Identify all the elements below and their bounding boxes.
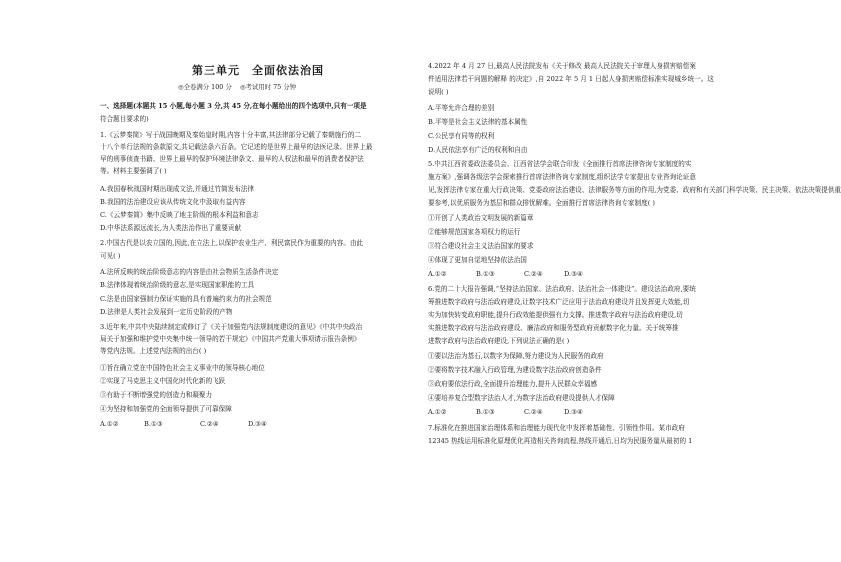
- section-heading-cont: 符合题目要求的): [100, 115, 149, 123]
- q2-option-c: C.法是由国家强制力保证实施的具有普遍约束力的社会规范: [100, 295, 272, 303]
- q5-choice-c[interactable]: C.②④: [524, 270, 543, 278]
- unit-label: 第三单元: [192, 64, 240, 77]
- q1-line: 早的刑事侦查书籍、世界上最早的保护环境法律条文、最早的人权法和最早的消费者保护法: [100, 155, 364, 163]
- q5-choices: [428, 270, 764, 278]
- q3-choice-b[interactable]: B.①③: [144, 420, 163, 428]
- q3-choice-c[interactable]: C.②④: [200, 420, 219, 428]
- q2-option-b: B.法律体现着统治阶级的意志,是实现国家职能的工具: [100, 281, 255, 289]
- q6-choice-a[interactable]: A.①②: [428, 408, 447, 416]
- q6-line: 6.党的二十大报告强调,“坚持法治国家、法治政府、法治社会一体建设”。建设法治政府,要统: [428, 285, 696, 293]
- q5-option-3: ③符合建设社会主义法治国家的要求: [428, 242, 534, 250]
- q6-option-3: ③政府要依法行政,全面提升治理能力,提升人民群众幸福感: [428, 380, 598, 388]
- q2-line: 2.中国古代是以农立国的,因此,在立法上,以保护农业生产、利民富民作为重要的内容。由此: [100, 239, 364, 247]
- q5-line: 施方案》,强调各级法学会探索推行首席法律咨询专家制度,组织法学专家提出专业咨询论证意: [428, 173, 696, 181]
- q6-line: 筹推进数字政府与法治政府建设,让数字技术广泛应用于法治政府建设并且发挥更大效能,切: [428, 298, 690, 306]
- full-score: ◎全卷满分 100 分: [178, 83, 232, 91]
- q2-option-d: D.法律是人类社会发展到一定历史阶段的产物: [100, 308, 233, 316]
- q2-option-a: A.法所反映的统治阶级意志的内容是由社会物质生活条件决定: [100, 268, 279, 276]
- page-title: [192, 62, 372, 78]
- q5-option-2: ②能够规范国家各项权力的运行: [428, 228, 521, 236]
- q1-line: 等。材料主要强调了( ): [100, 167, 167, 175]
- q4-line: 说明( ): [428, 88, 449, 96]
- q4-line: 件适用法律若干问题的解释 的决定》,自 2022 年 5 月 1 日起人身损害赔偿标准实现城乡统一。这: [428, 75, 714, 83]
- q5-line: 见,发挥法律专家在重大行政决策、党委政府法治建设、法律服务等方面的作用,为党委、政府和有关部门科学决策、民主决策、依法决策提供重: [428, 186, 841, 194]
- q3-choice-d[interactable]: D.③④: [248, 420, 267, 428]
- q1-option-d: D.中华法系源远流长,为人类法治作出了重要贡献: [100, 224, 242, 232]
- q5-line: 要参考,以优质服务为基层和群众排忧解难。全面推行首席法律咨询专家制度( ): [428, 199, 655, 207]
- q6-line: 实为加快转变政府职能,提升行政效能提供强有力支撑。推进数字政府与法治政府建设,切: [428, 311, 683, 319]
- unit-topic: 全面依法治国: [252, 64, 324, 77]
- q3-option-1: ①旨在确立党在中国特色社会主义事业中的领导核心地位: [100, 364, 265, 372]
- q3-line: 局关于加强和维护党中央集中统一领导的若干规定》《中国共产党重大事项请示报告条例》: [100, 335, 361, 343]
- q1-line: 1.《云梦秦简》写于战国晚期及秦始皇时期,内容十分丰富,其法律部分记载了秦朝施行的二: [100, 131, 362, 139]
- section-heading: 一、选择题(本题共 15 小题,每小题 3 分,共 45 分,在每小题给出的四个选项中,只有一项是: [100, 102, 367, 110]
- q4-option-a: A.平等允许合理的差别: [428, 104, 495, 112]
- q2-line: 可见( ): [100, 252, 121, 260]
- q5-choice-d[interactable]: D.③④: [564, 270, 583, 278]
- q7-line: 7.标准化在推进国家治理体系和治理能力现代化中发挥着基础性、引领性作用。某市政府: [428, 424, 685, 432]
- q1-line: 十八个单行法规的条款原文,共记载法条六百条。它记述的是世界上最早的法医记录、世界上最: [100, 143, 373, 151]
- exam-meta: [178, 82, 296, 91]
- q1-option-c: C.《云梦秦简》集中反映了地主阶级的根本利益和意志: [100, 211, 259, 219]
- q6-line: 进数字政府与法治政府建设,下列说法正确的是( ): [428, 337, 570, 345]
- q5-choice-b[interactable]: B.①③: [476, 270, 495, 278]
- q4-line: 4.2022 年 4 月 27 日,最高人民法院发布《关于修改 最高人民法院关于审理人身损害赔偿案: [428, 62, 696, 70]
- q4-option-d: D.人民依法享有广泛的权利和自由: [428, 146, 528, 154]
- q3-option-4: ④为坚持和加强党的全面领导提供了可靠保障: [100, 405, 232, 413]
- q7-line: 12345 热线运用标准化原理优化再造相关咨询流程,热线开通后,日均为民服务量从最初的 1: [428, 437, 693, 445]
- q6-choice-d[interactable]: D.③④: [564, 408, 583, 416]
- q4-option-c: C.公民享有同等的权利: [428, 132, 495, 140]
- q6-choice-c[interactable]: C.②④: [524, 408, 543, 416]
- q5-choice-a[interactable]: A.①②: [428, 270, 447, 278]
- q6-choice-b[interactable]: B.①③: [476, 408, 495, 416]
- q6-option-4: ④要培养复合型数字法治人才,为数字法治政府建设提供人才保障: [428, 394, 615, 402]
- q6-option-1: ①要以法治为基石,以数字为保障,努力建设为人民服务的政府: [428, 352, 604, 360]
- q3-option-3: ③有助于不断增强党的创造力和凝聚力: [100, 391, 213, 399]
- q5-option-1: ①开创了人类政治文明发展的新篇章: [428, 214, 534, 222]
- q1-option-b: B.我国的法治建设应该从传统文化中汲取有益内容: [100, 198, 246, 206]
- q3-choices: [100, 420, 422, 428]
- q3-line: 等党内法规。上述党内法规的出台( ): [100, 347, 207, 355]
- q6-choices: [428, 408, 764, 416]
- q4-option-b: B.平等是社会主义法律的基本属性: [428, 118, 528, 126]
- q5-line: 5.中共江西省委政法委员会、江西省法学会联合印发《全面推行首席法律咨询专家制度的实: [428, 160, 692, 168]
- q5-option-4: ④体现了更加自觉地坚持依法治国: [428, 256, 527, 264]
- q6-line: 实推进数字政府与法治政府建设、廉洁政府和服务型政府贡献数字化力量。关于统筹推: [428, 324, 679, 332]
- q3-choice-a[interactable]: A.①②: [100, 420, 119, 428]
- exam-time: ◎考试用时 75 分钟: [239, 83, 297, 91]
- q6-option-2: ②要将数字技术融入行政管理,为建设数字法治政府创造条件: [428, 366, 602, 374]
- q3-option-2: ②实现了马克思主义中国化时代化新的飞跃: [100, 377, 226, 385]
- q3-line: 3.近年来,中共中央陆续制定或修订了《关于加强党内法规制度建设的意见》《中共中央政治: [100, 323, 363, 331]
- q1-option-a: A.我国春秋战国时期出现成文法,并通过竹简发布法律: [100, 185, 255, 193]
